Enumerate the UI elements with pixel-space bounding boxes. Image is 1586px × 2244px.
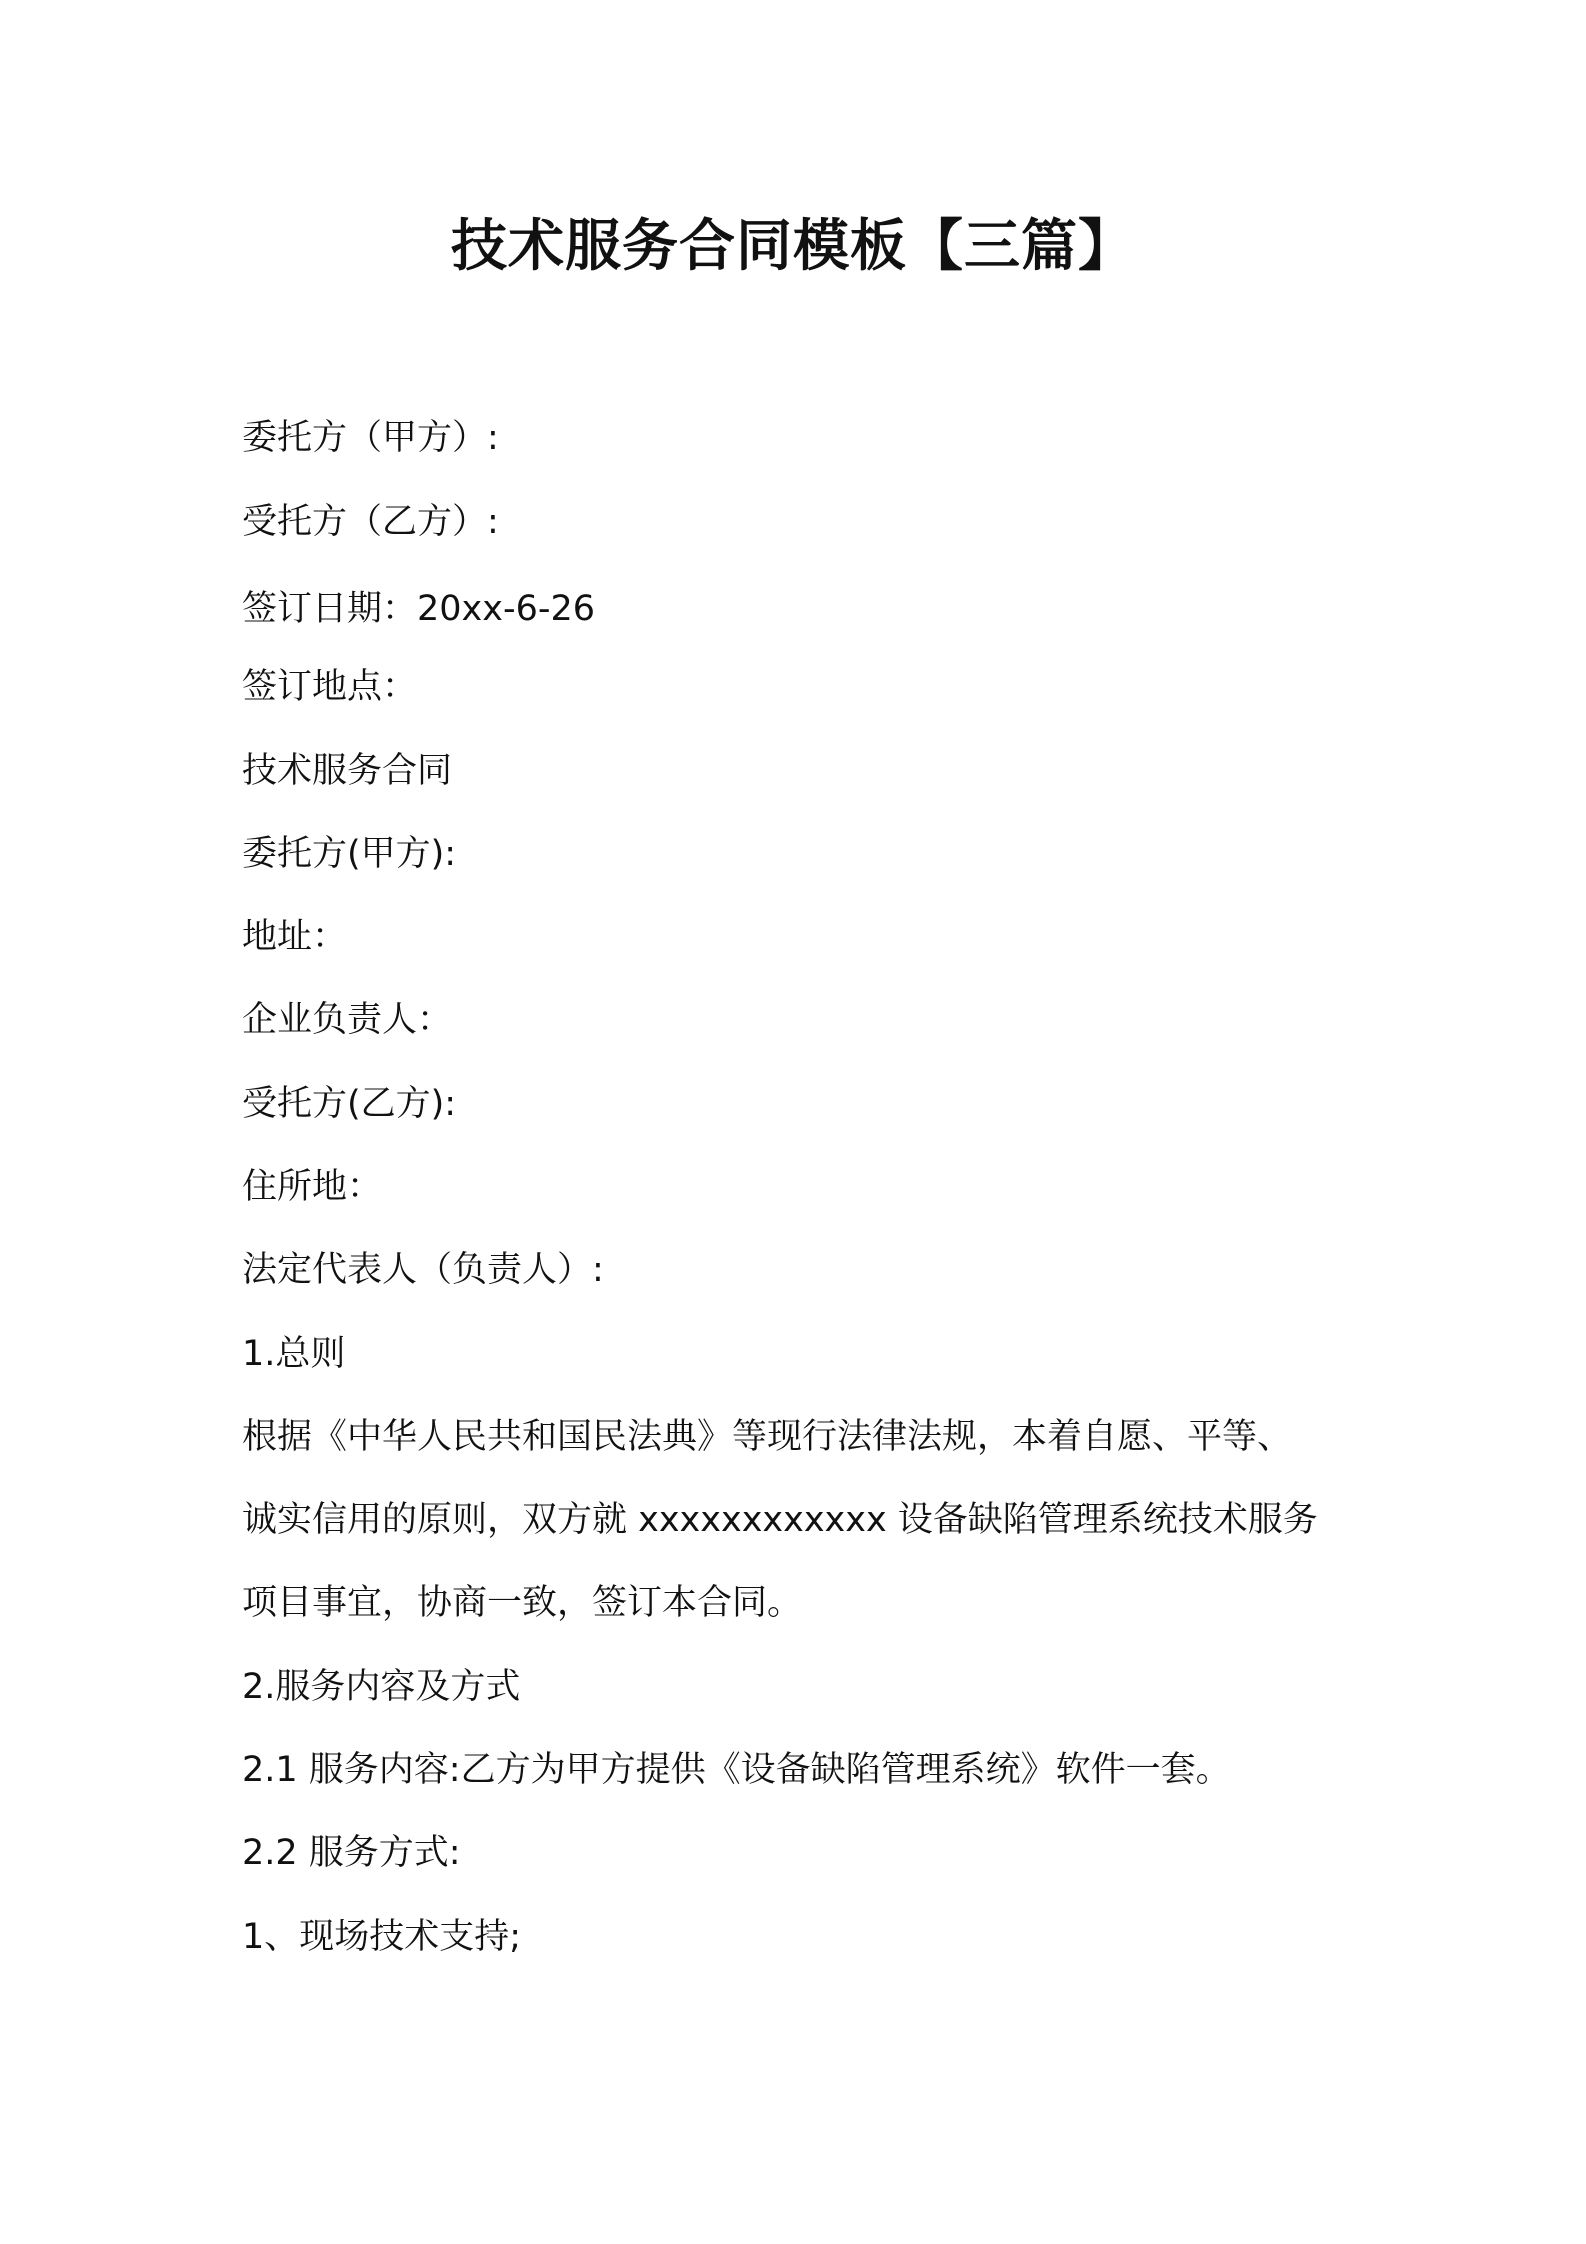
contract-subtitle: 技术服务合同 xyxy=(242,751,453,791)
contractor-party-b-label: 受托方（乙方）: xyxy=(242,502,499,542)
signing-place-label: 签订地点： xyxy=(242,667,418,707)
client-party-a-label: 委托方（甲方）: xyxy=(242,418,499,458)
paragraph-line: 诚实信用的原则，双方就 xxxxxxxxxxxx 设备缺陷管理系统技术服务 xyxy=(242,1500,1318,1540)
residence-label: 住所地： xyxy=(242,1167,383,1207)
section-heading-general: 1.总则 xyxy=(242,1334,346,1374)
service-content-line: 2.1 服务内容:乙方为甲方提供《设备缺陷管理系统》软件一套。 xyxy=(242,1750,1231,1790)
contractor-party-b-detail-label: 受托方(乙方): xyxy=(242,1084,457,1124)
legal-representative-label: 法定代表人（负责人）: xyxy=(242,1250,604,1290)
paragraph-line: 根据《中华人民共和国民法典》等现行法律法规，本着自愿、平等、 xyxy=(242,1417,1293,1457)
client-party-a-detail-label: 委托方(甲方): xyxy=(242,834,457,874)
address-label: 地址： xyxy=(242,917,348,957)
section-heading-services: 2.服务内容及方式 xyxy=(242,1667,521,1707)
document-title: 技术服务合同模板【三篇】 xyxy=(451,214,1135,279)
service-method-item: 1、现场技术支持; xyxy=(242,1917,522,1957)
signing-date: 签订日期：20xx-6-26 xyxy=(242,589,596,629)
paragraph-line: 项目事宜，协商一致，签订本合同。 xyxy=(242,1583,803,1623)
company-head-label: 企业负责人： xyxy=(242,1000,453,1040)
service-method-label: 2.2 服务方式: xyxy=(242,1833,461,1873)
